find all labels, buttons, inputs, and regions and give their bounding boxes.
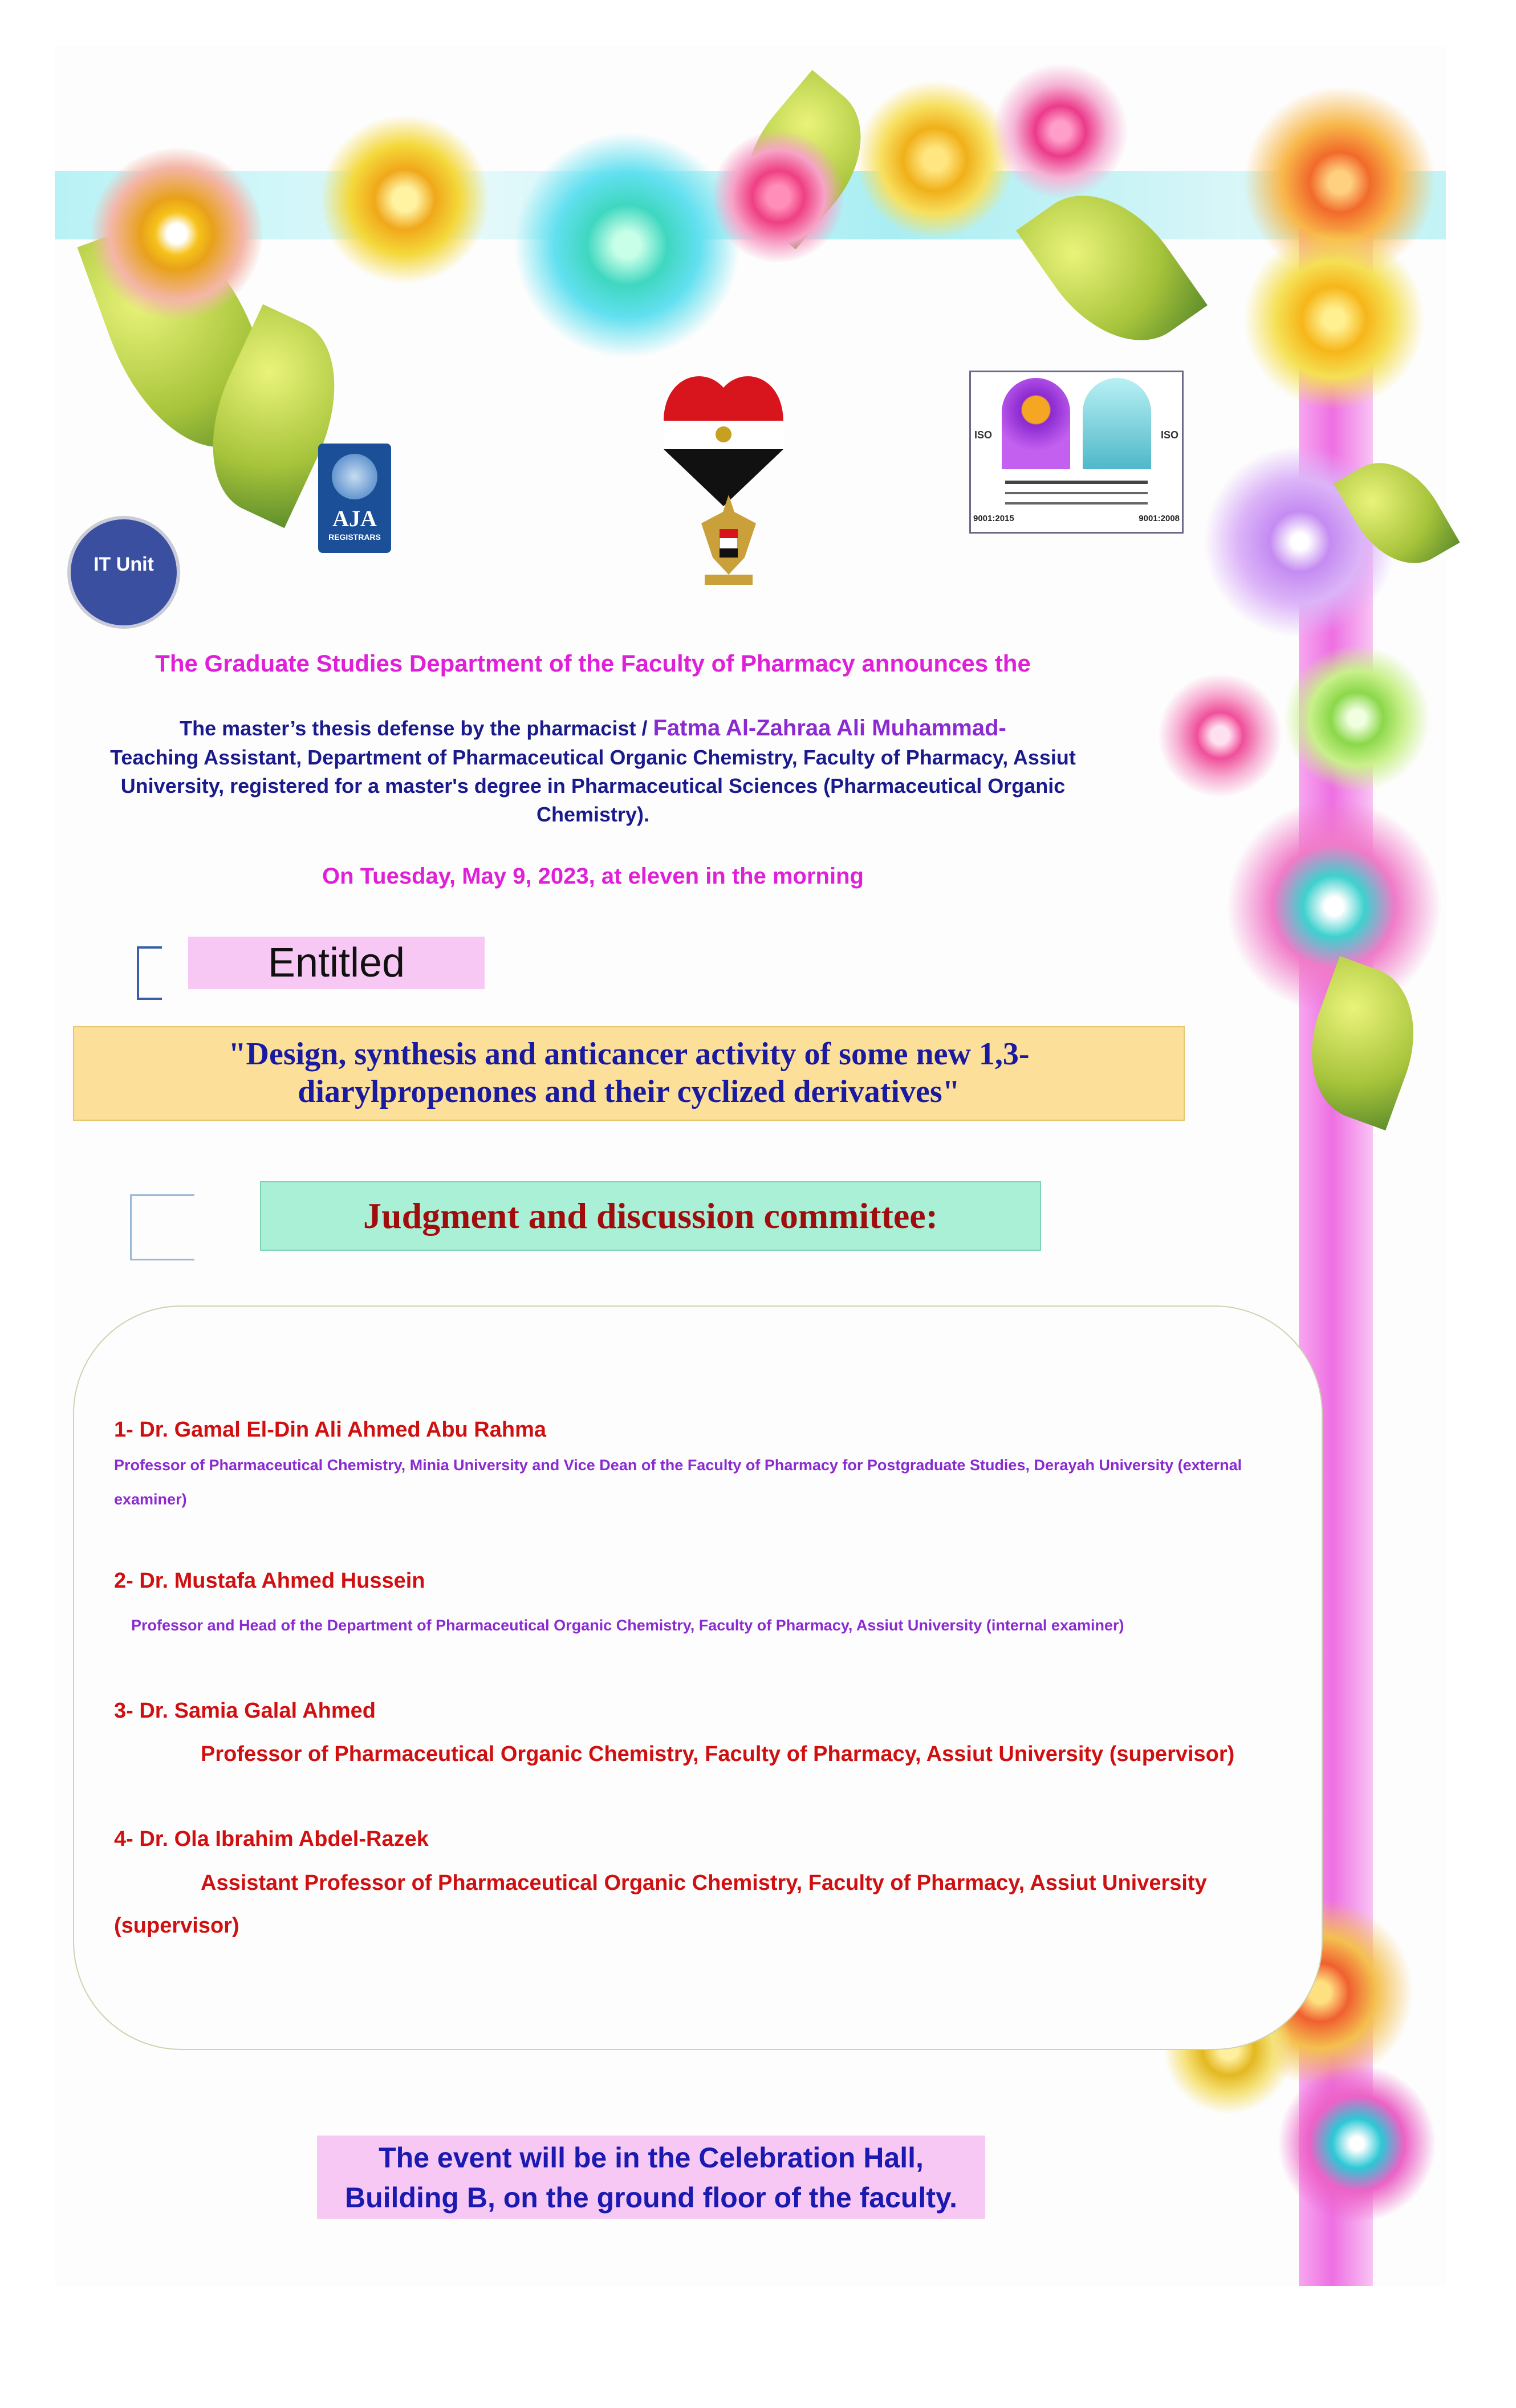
entitled-box	[188, 937, 485, 989]
event-location-box	[317, 2136, 985, 2219]
date-line: On Tuesday, May 9, 2023, at eleven in the morning	[322, 864, 864, 889]
university-emblem-icon	[1002, 378, 1070, 469]
thesis-title-line-1: "Design, synthesis and anticancer activity of some new 1,3-	[228, 1036, 1030, 1072]
candidate-name: Fatma Al-Zahraa Ali Muhammad-	[653, 715, 1006, 741]
committee-member-desc: Professor of Pharmaceutical Organic Chemistry, Faculty of Pharmacy, Assiut University (supervisor)	[201, 1742, 1235, 1766]
committee-member-desc: Professor and Head of the Department of Pharmaceutical Organic Chemistry, Faculty of Pharmacy, Assiut University (internal examiner)	[131, 1617, 1124, 1634]
candidate-desc-2: University, registered for a master's degree in Pharmaceutical Sciences (Pharmaceutical Organic	[120, 774, 1066, 798]
candidate-desc-1: Teaching Assistant, Department of Pharmaceutical Organic Chemistry, Faculty of Pharmacy, Assiut	[110, 746, 1076, 769]
committee-member-desc: examiner)	[114, 1491, 187, 1508]
cert-label-right: 9001:2008	[1139, 514, 1180, 523]
committee-member-desc: Professor of Pharmaceutical Chemistry, Minia University and Vice Dean of the Faculty of Pharmacy for Postgraduate Studies, Derayah University (external	[114, 1457, 1242, 1474]
thesis-title-line-2: diarylpropenones and their cyclized derivatives"	[298, 1074, 960, 1109]
committee-member-name: 4- Dr. Ola Ibrahim Abdel-Razek	[114, 1827, 429, 1851]
globe-icon	[332, 454, 377, 499]
committee-member-name: 3- Dr. Samia Galal Ahmed	[114, 1699, 376, 1723]
it-unit-logo	[67, 516, 180, 629]
committee-panel	[73, 1305, 1323, 2050]
entitled-label: Entitled	[267, 940, 405, 986]
iso-label-left: ISO	[974, 429, 993, 441]
committee-member-name: 2- Dr. Mustafa Ahmed Hussein	[114, 1569, 425, 1593]
iso-label-right: ISO	[1160, 429, 1178, 441]
committee-heading-box	[260, 1181, 1041, 1251]
egypt-eagle-emblem	[699, 489, 758, 588]
aja-logo-sub: REGISTRARS	[328, 532, 381, 542]
thesis-title-box	[73, 1026, 1185, 1121]
bracket-decoration	[137, 946, 162, 1000]
event-line-1: The event will be in the Celebration Hall,	[379, 2142, 924, 2174]
cert-label-left: 9001:2015	[973, 514, 1014, 523]
committee-member-name: 1- Dr. Gamal El-Din Ali Ahmed Abu Rahma	[114, 1418, 547, 1442]
committee-heading: Judgment and discussion committee:	[363, 1195, 938, 1236]
bracket-decoration-2	[130, 1194, 194, 1260]
announce-line: The Graduate Studies Department of the Faculty of Pharmacy announces the	[155, 650, 1031, 677]
candidate-desc-3: Chemistry).	[536, 803, 650, 826]
committee-member-desc: Assistant Professor of Pharmaceutical Organic Chemistry, Faculty of Pharmacy, Assiut University	[201, 1871, 1207, 1895]
egypt-heart-flag	[664, 365, 783, 507]
aja-logo	[318, 444, 391, 553]
it-unit-logo-text: IT Unit	[94, 554, 154, 575]
defense-prefix: The master’s thesis defense by the pharmacist /	[180, 717, 648, 740]
aja-logo-text: AJA	[332, 506, 377, 531]
pharmacy-emblem-icon	[1083, 378, 1151, 469]
committee-member-desc: (supervisor)	[114, 1914, 239, 1938]
event-line-2: Building B, on the ground floor of the faculty.	[345, 2182, 957, 2214]
assiut-university-logo	[969, 371, 1184, 534]
defense-line	[74, 715, 1112, 741]
